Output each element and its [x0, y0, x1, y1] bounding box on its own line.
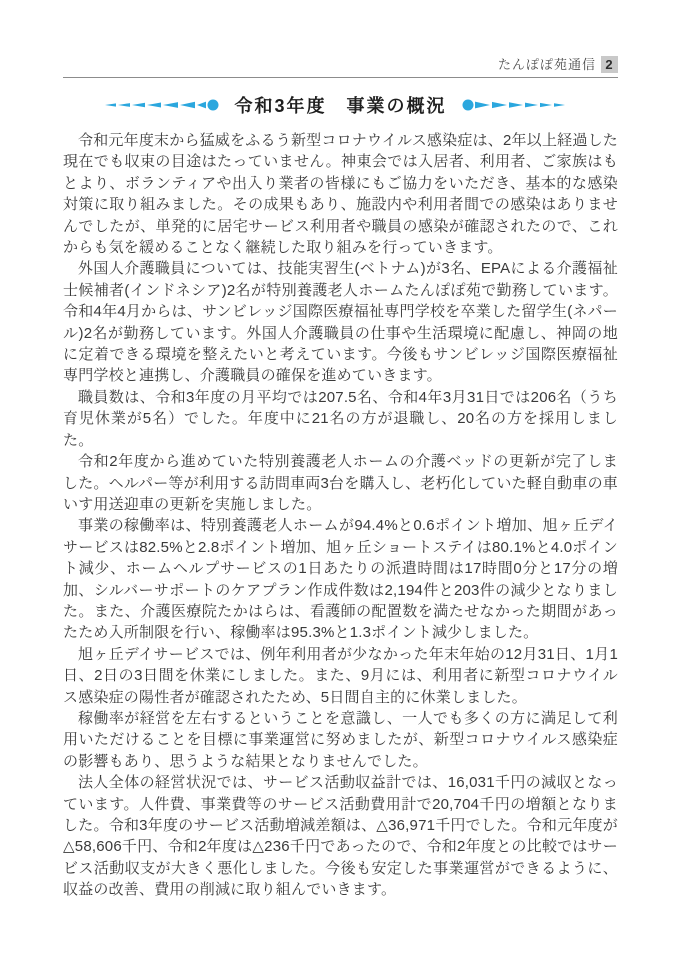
body-paragraph: 稼働率が経営を左右するということを意識し、一人でも多くの方に満足して利用いただけることを目標に事業運営に努めましたが、新型コロナウイルス感染症の影響もあり、思うような結果となりませんでした。: [63, 709, 618, 770]
masthead: [63, 56, 618, 73]
arrow-streaks-right-icon: [462, 99, 576, 111]
section-title: 令和3年度 事業の概況: [234, 96, 447, 116]
article-body: [63, 130, 618, 901]
body-paragraph: 令和2年度から進めていた特別養護老人ホームの介護ベッドの更新が完了しました。ヘルパー等が利用する訪問車両3台を購入し、老朽化していた軽自動車の車いす用送迎車の更新を実施しました。: [63, 453, 618, 513]
page-header: [63, 56, 618, 78]
body-paragraph: 法人全体の経営状況では、サービス活動収益計では、16,031千円の減収となっています。人件費、事業費等のサービス活動費用計で20,704千円の増額となりました。令和3年度のサービス活動増減差額は、△36,971千円でした。令和元年度が△58,606千円、令和2年度は△236千円であったので、令和2年度との比較ではサービス活動収支が大きく悪化しました。今後も安定した事業運営ができるように、収益の改善、費用の削減に取り組んでいきます。: [63, 774, 618, 899]
newsletter-name: たんぽぽ苑通信: [497, 57, 596, 72]
body-paragraph: 旭ヶ丘デイサービスでは、例年利用者が少なかった年末年始の12月31日、1月1日、2日の3日間を休業にしました。また、9月には、利用者に新型コロナウイルス感染症の陽性者が確認されたため、5日間自主的に休業しました。: [63, 645, 618, 706]
section-title-row: [63, 94, 618, 116]
page-number-badge: 2: [601, 56, 618, 73]
body-paragraph: 職員数は、令和3年度の月平均では207.5名、令和4年3月31日では206名（うち育児休業が5名）でした。年度中に21名の方が退職し、20名の方を採用しました。: [63, 388, 618, 449]
arrow-streaks-left-icon: [105, 99, 219, 111]
body-paragraph: 外国人介護職員については、技能実習生(ベトナム)が3名、EPAによる介護福祉士候補者(インドネシア)2名が特別養護老人ホームたんぽぽ苑で勤務しています。令和4年4月からは、サンビレッジ国際医療福祉専門学校を卒業した留学生(ネパール)2名が勤務しています。外国人介護職員の仕事や生活環境に配慮し、神岡の地に定着できる環境を整えたいと考えています。今後もサンビレッジ国際医療福祉専門学校と連携し、介護職員の確保を進めていきます。: [63, 260, 618, 385]
header-divider: [63, 77, 618, 78]
body-paragraph: 事業の稼働率は、特別養護老人ホームが94.4%と0.6ポイント増加、旭ヶ丘デイサービスは82.5%と2.8ポイント増加、旭ヶ丘ショートステイは80.1%と4.0ポイント減少、ホームヘルプサービスの1日あたりの派遣時間は17時間0分と17分の増加、シルバーサポートのケアプラン作成件数は2,194件と203件の減少となりました。また、介護医療院たかはらは、看護師の配置数を満たせなかった期間があったため入所制限を行い、稼働率は95.3%と1.3ポイント減少しました。: [63, 517, 618, 642]
body-paragraph: 令和元年度末から猛威をふるう新型コロナウイルス感染症は、2年以上経過した現在でも収束の目途はたっていません。神東会では入居者、利用者、ご家族はもとより、ボランティアや出入り業者の皆様にもご協力をいただき、基本的な感染対策に取り組みました。その成果もあり、施設内や利用者間での感染はありませんでしたが、単発的に居宅サービス利用者や職員の感染が確認されたので、これからも気を緩めることなく継続した取り組みを行っていきます。: [63, 132, 618, 257]
